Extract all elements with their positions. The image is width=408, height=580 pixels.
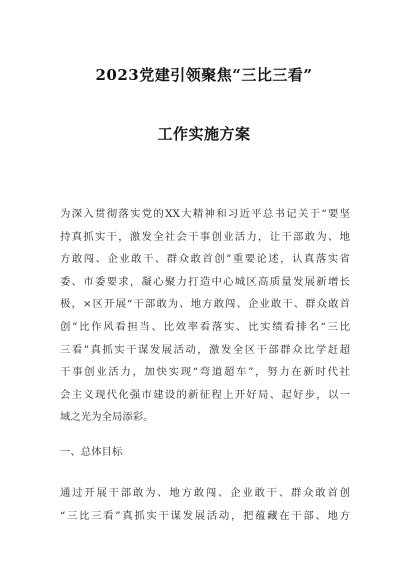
paragraph-line: 干事创业活力，加快实现“弯道超车”，努力在新时代社 bbox=[60, 366, 350, 379]
paragraph-line: 创”比作风看担当、比效率看落实、比实绩看排名“三比 bbox=[60, 320, 350, 333]
paragraph-line: 为深入贯彻落实党的XX大精神和习近平总书记关于“要坚 bbox=[60, 208, 350, 220]
goal-paragraph bbox=[60, 482, 350, 527]
paragraph-line: 极，×区开展“干部敢为、地方敢闯、企业敢干、群众敢首 bbox=[60, 298, 350, 311]
document-subtitle: 工作实施方案 bbox=[157, 125, 251, 143]
paragraph-line: “三比三看”真抓实干谋发展活动，把蕴藏在干部、地方 bbox=[60, 509, 350, 522]
paragraph-line: 会主义现代化强市建设的新征程上开好局、起好步，以一 bbox=[60, 388, 350, 401]
paragraph-line: 委、市委要求，凝心聚力打造中心城区高质量发展新增长 bbox=[60, 275, 350, 288]
intro-paragraph bbox=[60, 203, 350, 429]
paragraph-line: 通过开展干部敢为、地方敢闯、企业敢干、群众敢首创 bbox=[60, 487, 350, 499]
document-title: 2023党建引领聚焦“三比三看” bbox=[95, 66, 313, 84]
paragraph-line: 三看”真抓实干谋发展活动，激发全区干部群众比学赶超 bbox=[60, 343, 350, 356]
section-heading: 一、总体目标 bbox=[60, 446, 123, 458]
paragraph-line: 域之光为全局添彩。 bbox=[60, 411, 154, 424]
paragraph-line: 方敢闯、企业敢干、群众敢首创”重要论述，认真落实省 bbox=[60, 253, 350, 266]
paragraph-line: 持真抓实干，激发全社会干事创业活力，让干部敢为、地 bbox=[60, 230, 350, 243]
